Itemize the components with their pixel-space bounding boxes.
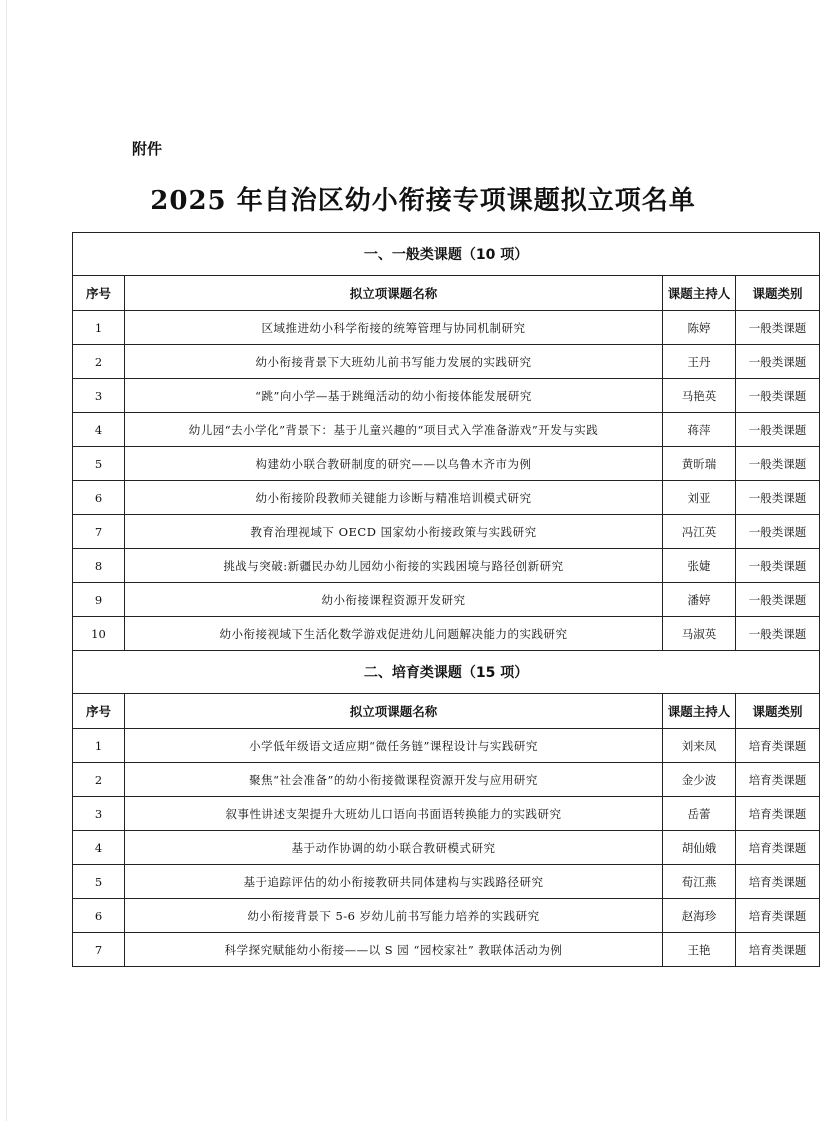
- header-topic: 拟立项课题名称: [125, 694, 663, 729]
- row-topic: 科学探究赋能幼小衔接——以 S 园 “园校家社” 教联体活动为例: [125, 933, 663, 967]
- row-number: 1: [73, 311, 125, 345]
- row-number: 9: [73, 583, 125, 617]
- header-category: 课题类别: [736, 694, 820, 729]
- row-topic: 幼小衔接视域下生活化数学游戏促进幼儿问题解决能力的实践研究: [125, 617, 663, 651]
- row-host: 黄昕瑞: [663, 447, 736, 481]
- section-heading: 二、培育类课题（15 项）: [73, 651, 820, 694]
- row-topic: 叙事性讲述支架提升大班幼儿口语向书面语转换能力的实践研究: [125, 797, 663, 831]
- scan-edge-line: [6, 0, 7, 1121]
- table-row: [73, 583, 820, 617]
- table-row: [73, 899, 820, 933]
- header-number: 序号: [73, 276, 125, 311]
- row-number: 6: [73, 481, 125, 515]
- row-category: 一般类课题: [736, 413, 820, 447]
- table-row: [73, 831, 820, 865]
- table-row: [73, 933, 820, 967]
- section-heading-row-general: [73, 233, 820, 276]
- header-number: 序号: [73, 694, 125, 729]
- row-host: 蒋萍: [663, 413, 736, 447]
- row-topic: 小学低年级语文适应期“微任务链”课程设计与实践研究: [125, 729, 663, 763]
- table-row: [73, 729, 820, 763]
- table-row: [73, 797, 820, 831]
- row-category: 培育类课题: [736, 763, 820, 797]
- row-host: 马淑英: [663, 617, 736, 651]
- row-host: 赵海珍: [663, 899, 736, 933]
- row-category: 一般类课题: [736, 311, 820, 345]
- row-number: 2: [73, 345, 125, 379]
- row-category: 培育类课题: [736, 865, 820, 899]
- row-number: 6: [73, 899, 125, 933]
- row-category: 一般类课题: [736, 583, 820, 617]
- row-topic: 幼小衔接背景下 5-6 岁幼儿前书写能力培养的实践研究: [125, 899, 663, 933]
- row-category: 一般类课题: [736, 549, 820, 583]
- header-host: 课题主持人: [663, 694, 736, 729]
- table-row: [73, 345, 820, 379]
- table-row: [73, 865, 820, 899]
- header-category: 课题类别: [736, 276, 820, 311]
- row-category: 培育类课题: [736, 729, 820, 763]
- table-header-row: [73, 276, 820, 311]
- row-topic: 幼儿园“去小学化”背景下：基于儿童兴趣的“项目式入学准备游戏”开发与实践: [125, 413, 663, 447]
- row-category: 一般类课题: [736, 481, 820, 515]
- row-category: 培育类课题: [736, 899, 820, 933]
- row-topic: 教育治理视域下 OECD 国家幼小衔接政策与实践研究: [125, 515, 663, 549]
- row-number: 3: [73, 379, 125, 413]
- row-host: 刘亚: [663, 481, 736, 515]
- section-heading: 一、一般类课题（10 项）: [73, 233, 820, 276]
- row-category: 一般类课题: [736, 345, 820, 379]
- table-row: [73, 617, 820, 651]
- row-number: 7: [73, 515, 125, 549]
- row-host: 刘来凤: [663, 729, 736, 763]
- row-host: 陈婷: [663, 311, 736, 345]
- table-row: [73, 763, 820, 797]
- table-row: [73, 413, 820, 447]
- table-row: [73, 549, 820, 583]
- row-number: 10: [73, 617, 125, 651]
- row-topic: 挑战与突破:新疆民办幼儿园幼小衔接的实践困境与路径创新研究: [125, 549, 663, 583]
- row-category: 一般类课题: [736, 379, 820, 413]
- row-host: 张婕: [663, 549, 736, 583]
- row-host: 王艳: [663, 933, 736, 967]
- row-number: 2: [73, 763, 125, 797]
- row-category: 培育类课题: [736, 933, 820, 967]
- row-number: 5: [73, 447, 125, 481]
- row-topic: 幼小衔接课程资源开发研究: [125, 583, 663, 617]
- row-host: 王丹: [663, 345, 736, 379]
- header-topic: 拟立项课题名称: [125, 276, 663, 311]
- row-number: 3: [73, 797, 125, 831]
- row-topic: 构建幼小联合教研制度的研究——以乌鲁木齐市为例: [125, 447, 663, 481]
- row-number: 5: [73, 865, 125, 899]
- row-category: 培育类课题: [736, 797, 820, 831]
- row-category: 一般类课题: [736, 447, 820, 481]
- table-header-row: [73, 694, 820, 729]
- row-topic: 聚焦“社会准备”的幼小衔接微课程资源开发与应用研究: [125, 763, 663, 797]
- table-row: [73, 379, 820, 413]
- row-topic: “跳”向小学—基于跳绳活动的幼小衔接体能发展研究: [125, 379, 663, 413]
- row-topic: 幼小衔接阶段教师关键能力诊断与精准培训模式研究: [125, 481, 663, 515]
- row-category: 一般类课题: [736, 617, 820, 651]
- section-heading-row-cultivation: [73, 651, 820, 694]
- row-category: 一般类课题: [736, 515, 820, 549]
- table-row: [73, 515, 820, 549]
- row-number: 7: [73, 933, 125, 967]
- row-host: 马艳英: [663, 379, 736, 413]
- row-number: 4: [73, 831, 125, 865]
- table-row: [73, 311, 820, 345]
- row-category: 培育类课题: [736, 831, 820, 865]
- row-host: 荀江燕: [663, 865, 736, 899]
- row-number: 4: [73, 413, 125, 447]
- row-topic: 幼小衔接背景下大班幼儿前书写能力发展的实践研究: [125, 345, 663, 379]
- row-topic: 基于追踪评估的幼小衔接教研共同体建构与实践路径研究: [125, 865, 663, 899]
- row-host: 冯江英: [663, 515, 736, 549]
- row-topic: 基于动作协调的幼小联合教研模式研究: [125, 831, 663, 865]
- header-host: 课题主持人: [663, 276, 736, 311]
- row-number: 8: [73, 549, 125, 583]
- document-title: 2025 年自治区幼小衔接专项课题拟立项名单: [150, 186, 696, 216]
- row-host: 潘婷: [663, 583, 736, 617]
- table-row: [73, 447, 820, 481]
- row-number: 1: [73, 729, 125, 763]
- row-topic: 区域推进幼小科学衔接的统筹管理与协同机制研究: [125, 311, 663, 345]
- row-host: 岳蕾: [663, 797, 736, 831]
- project-table: [72, 232, 820, 967]
- row-host: 胡仙娥: [663, 831, 736, 865]
- attachment-label: 附件: [132, 140, 163, 158]
- row-host: 金少波: [663, 763, 736, 797]
- table-row: [73, 481, 820, 515]
